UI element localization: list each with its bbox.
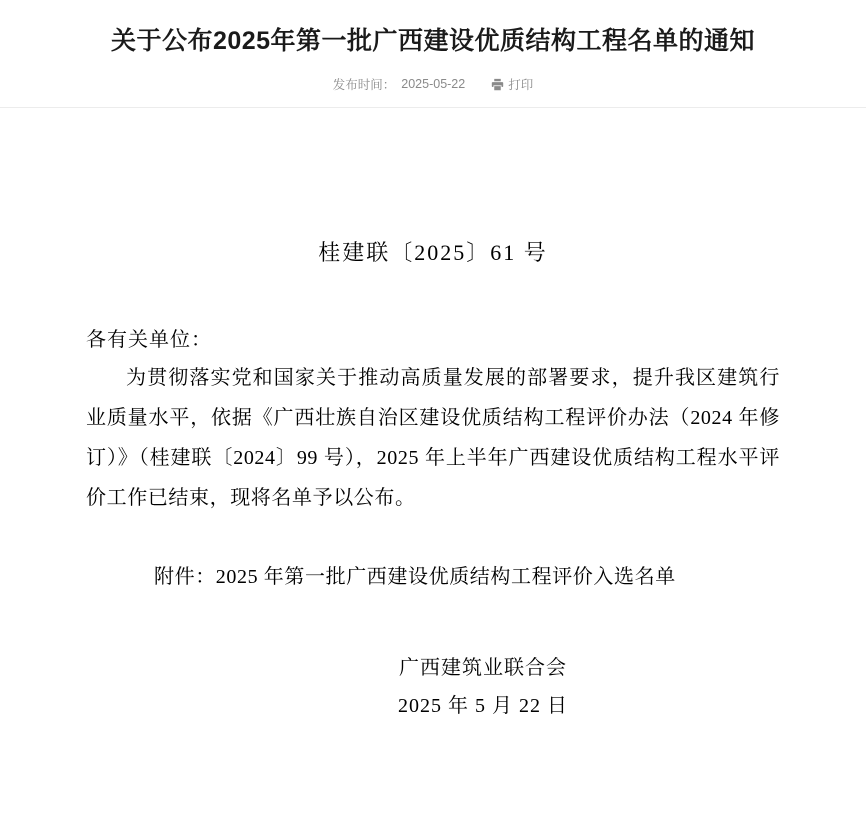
- document-body: [0, 108, 866, 751]
- gap-after-number: [86, 267, 780, 323]
- document-header: [0, 0, 866, 108]
- page-title: 关于公布2025年第一批广西建设优质结构工程名单的通知: [110, 27, 756, 55]
- body-paragraph-1: 为贯彻落实党和国家关于推动高质量发展的部署要求，提升我区建筑行业质量水平，依据《广西壮族自治区建设优质结构工程评价办法（2024 年修订）》（桂建联〔2024〕99 号），2025 年上半年广西建设优质结构工程水平评价工作已结束，现将名单予以公布。: [86, 367, 780, 509]
- document-number: 桂建联〔2025〕61 号: [318, 240, 548, 265]
- signature-organization: 广西建筑业联合会: [399, 657, 567, 679]
- gap-before-attachment: [86, 518, 780, 560]
- print-label: 打印: [508, 78, 534, 92]
- publish-time-label: 发布时间：: [332, 78, 396, 92]
- salutation: 各有关单位：: [86, 329, 212, 351]
- publish-time-value: 2025-05-22: [401, 77, 466, 91]
- signature-date: 2025 年 5 月 22 日: [398, 695, 568, 717]
- print-button[interactable]: [491, 75, 533, 93]
- gap-before-signature: [86, 589, 780, 649]
- printer-icon: [491, 78, 504, 91]
- attachment-line: 附件：2025 年第一批广西建设优质结构工程评价入选名单: [154, 566, 676, 588]
- top-spacer: [86, 108, 780, 236]
- document-meta: [40, 75, 826, 93]
- publish-time: [333, 75, 465, 93]
- bottom-spacer: [86, 725, 780, 751]
